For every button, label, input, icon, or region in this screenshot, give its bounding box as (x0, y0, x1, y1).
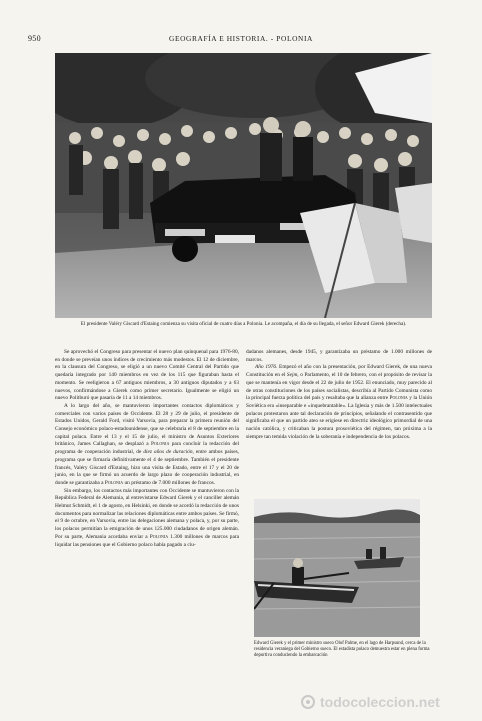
right-paragraph-1: dadanos alemanes, desde 1945, y garantizaba un préstamo de 1.000 millones de marcos. (246, 349, 432, 363)
left-column (55, 349, 239, 549)
watermark-logo (300, 692, 480, 712)
left-paragraph-2: A lo largo del año, se mantuvieron importantes contactos diplomáticos y comerciales con varios países de Occidente. El 28 y 29 de julio, el presidente de Estados Unidos, Gerald Ford, visitó Varsovia, para preparar la primera reunión del Consejo económico polaco-estadounidense, que se celebraría el 8 de septiembre en la capital polaca. Entre el 13 y el 15 de julio, el ministro de Asuntos Exteriores británico, James Callaghan, se desplazó a Polonia para concluir la redacción del programa de cooperación industrial, de diez años de duración, entre ambos países, programa que se firmaría definitivamente el 4 de septiembre. También el presidente francés, Valéry Giscard d'Estaing, hizo una visita de Estado, entre el 17 y el 20 de junio, en la que se firmó un acuerdo de largo plazo de cooperación industrial, en donde se garantizaba a Polonia un préstamo de 7.000 millones de francos. (55, 402, 239, 486)
boat-photo (254, 499, 420, 637)
svg-text:todocoleccion.net: todocoleccion.net (320, 694, 440, 710)
right-column (246, 349, 432, 441)
running-title: GEOGRAFÍA E HISTORIA. - POLONIA (169, 34, 313, 43)
left-paragraph-1: Se aprovechó el Congreso para presentar el nuevo plan quinquenal para 1976-80, en donde se preveían unos índices de crecimiento más modestos. El 12 de diciembre, en la clausura del Congreso, se eligió a un nuevo Comité Central del Partido que quedaría integrado por 140 miembros en vez de los 115 que figuraban hasta el momento. Se reeligieron a 67 antiguos miembros, a 30 antiguos diputados y a 63 nuevos, confirmándose a Gierek como primer secretario. Igualmente se eligió un nuevo Politburó que pasaría de 11 a 14 miembros. (55, 349, 239, 402)
motorcade-photo (55, 53, 432, 318)
page-number: 950 (28, 34, 41, 43)
right-paragraph-2: Año 1976. Empezó el año con la presentación, por Edward Gierek, de una nueva Constitución en el Sejm, o Parlamento, el 10 de febrero, con el propósito de revisar la que se mantenía en vigor desde el 22 de julio de 1952. El enunciado, muy parecido al de otras constituciones de los países socialistas, describía al Partido Comunista como la principal fuerza política del país y resaltaba que la alianza entre Polonia y la Unión Soviética era «inseparable e «inquebrantable». La Iglesia y más de 1.500 intelectuales polacos protestaron ante tal declaración de principios, señalando el contrasentido que significaba el que un partido ateo se erigiese en directriz ideológico primordial de una nación católica, y criticaban la postura prosoviética del régimen, tan próxima a la siempre tan temida violación de la soberanía e independencia de los polacos. (246, 364, 432, 440)
top-photo-caption: El presidente Valéry Giscard d'Estaing comienza su visita oficial de cuatro días a Polonia. Le acompaña, el día de su llegada, el señor Edward Gierek (derecha). (80, 321, 407, 327)
bottom-photo-caption: Edward Gierek y el primer ministro sueco Olof Palme, en el lago de Harpsund, cerca de la residencia veraniega del Gobierno sueco. El estadista polaco demuestra estar en plena forma deportiva conduciendo la embarcación (254, 641, 430, 659)
left-paragraph-3: Sin embargo, los contactos más importantes con Occidente se mantuvieron con la República Federal de Alemania, al entrevistarse Edward Gierek y el canciller alemán Helmut Schmidt, el 1 de agosto, en Helsinki, en donde se acordó la redacción de unos documentos para normalizar las relaciones diplomáticas entre ambos países. Se firmó, el 9 de octubre, en Varsovia, entre las delegaciones alemana y polaca, y, por su parte, los polacos permitían la emigración de unos 125.000 ciudadanos de origen alemán. Por su parte, Alemania acordaba enviar a Polonia 1.300 millones de marcos para liquidar las pensiones que el Gobierno polaco había pagado a ciu- (55, 487, 240, 548)
